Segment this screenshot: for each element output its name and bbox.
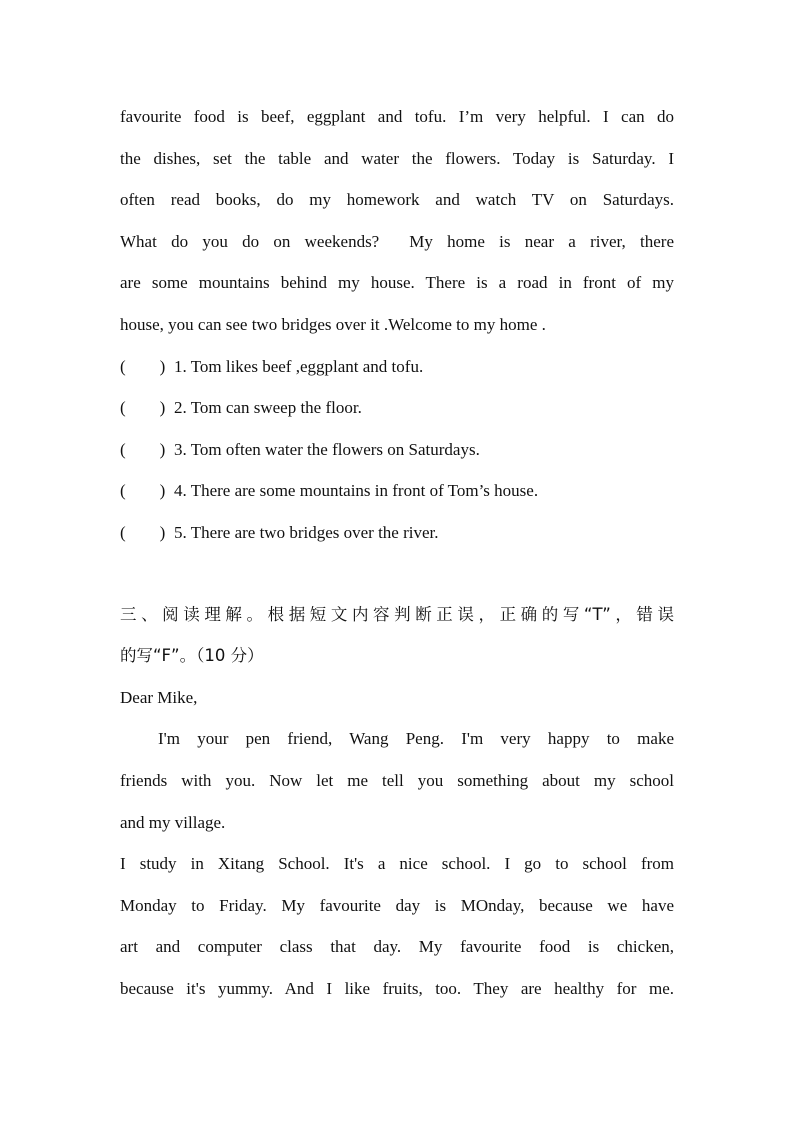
letter-line: I study in Xitang School. It's a nice school. I go to school from: [120, 854, 674, 874]
question-row: [120, 346, 674, 388]
question-text: 1. Tom likes beef ,eggplant and tofu.: [174, 356, 424, 376]
answer-blank[interactable]: ( ): [120, 439, 166, 459]
question-text: 4. There are some mountains in front of Tom’s house.: [174, 481, 539, 501]
letter-line: Monday to Friday. My favourite day is MOnday, because we have: [120, 895, 674, 915]
passage-line-part: What do you do on weekends?: [120, 231, 380, 251]
section-spacer: [120, 554, 674, 594]
passage-line: favourite food is beef, eggplant and tofu. I’m very helpful. I can do: [120, 107, 674, 126]
answer-blank[interactable]: ( ): [120, 398, 166, 418]
passage-line-split: [120, 221, 674, 263]
letter-line: because it's yummy. And I like fruits, too. They are healthy for me.: [120, 978, 674, 998]
question-text: 2. Tom can sweep the floor.: [174, 398, 362, 418]
question-row: [120, 470, 674, 512]
letter-line: friends with you. Now let me tell you something about my school: [120, 770, 674, 790]
document-content: [120, 96, 674, 1009]
letter-line: and my village.: [120, 812, 226, 832]
question-text: 3. Tom often water the flowers on Saturdays.: [174, 439, 480, 459]
letter-greeting: Dear Mike,: [120, 687, 198, 707]
letter-line: I'm your pen friend, Wang Peng. I'm very happy to make: [158, 729, 674, 749]
section-title: 三、阅读理解。根据短文内容判断正误，正确的写“T”，错误: [120, 604, 674, 624]
answer-blank[interactable]: ( ): [120, 481, 166, 501]
passage-line: often read books, do my homework and watch TV on Saturdays.: [120, 190, 674, 210]
question-row: [120, 429, 674, 471]
passage-line: the dishes, set the table and water the flowers. Today is Saturday. I: [120, 148, 674, 168]
question-row: [120, 512, 674, 554]
answer-blank[interactable]: ( ): [120, 356, 166, 376]
question-text: 5. There are two bridges over the river.: [174, 522, 439, 542]
question-row: [120, 387, 674, 429]
passage-line-part: My home is near a river, there: [409, 231, 675, 251]
passage-line: are some mountains behind my house. There is a road in front of my: [120, 273, 674, 293]
answer-blank[interactable]: ( ): [120, 522, 166, 542]
section-title-cont: 的写“F”。（10 分）: [120, 646, 264, 666]
letter-line: art and computer class that day. My favourite food is chicken,: [120, 937, 674, 957]
passage-line: house, you can see two bridges over it .Welcome to my home .: [120, 314, 546, 334]
